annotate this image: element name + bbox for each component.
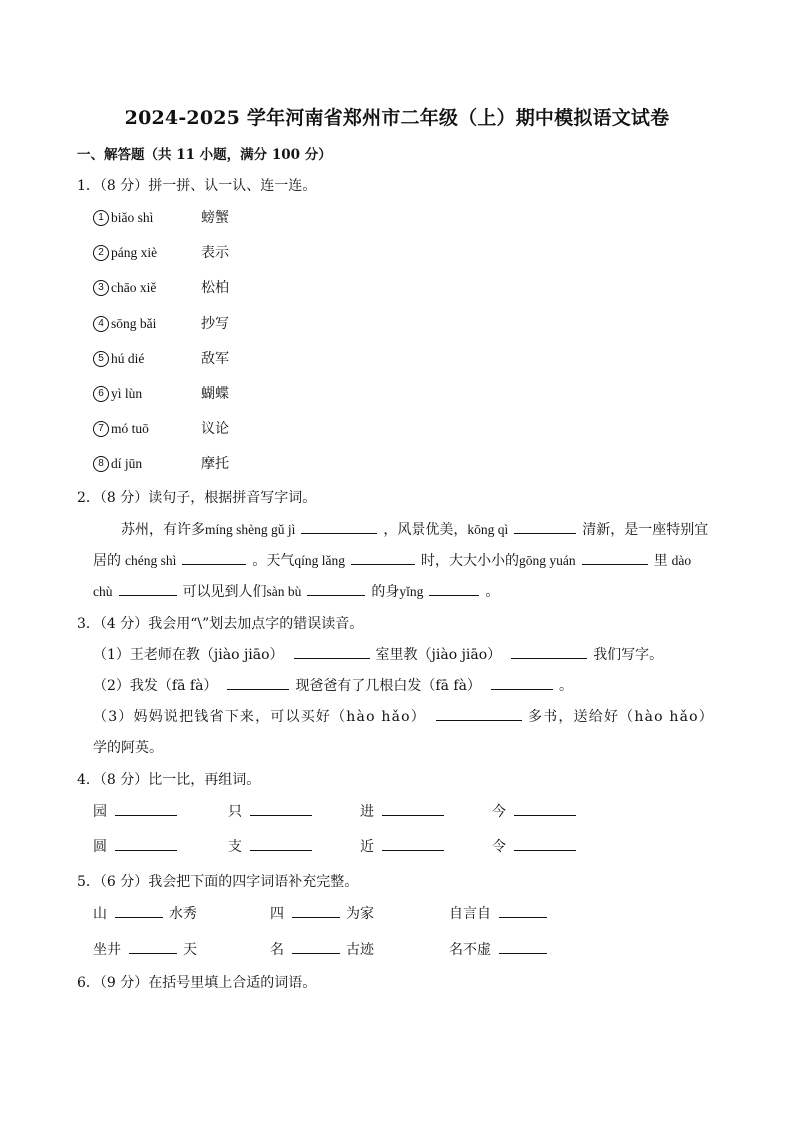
text: 现爸爸有了几根白发（fā fà） [295, 678, 481, 694]
answer-blank[interactable] [301, 519, 377, 534]
match-item [93, 313, 229, 333]
pinyin: chù [93, 584, 113, 599]
idiom-start: 名 [270, 942, 284, 958]
answer-blank[interactable] [307, 581, 365, 596]
question-1-heading: 1．（8 分）拼一拼、认一认、连一连。 [77, 178, 317, 194]
character: 今 [492, 804, 506, 820]
text: 室里教（jiào jiāo） [375, 647, 502, 663]
text: （3）妈妈说把钱省下来，可以买好（hào hǎo） [93, 709, 426, 725]
word: 松柏 [201, 280, 229, 297]
answer-blank[interactable] [119, 581, 177, 596]
answer-blank[interactable] [382, 836, 444, 851]
item-number: 8 [93, 456, 109, 472]
answer-blank[interactable] [514, 519, 576, 534]
pinyin: gōng yuán [519, 553, 576, 568]
question-3-sentence-2 [93, 675, 573, 695]
answer-blank[interactable] [514, 801, 576, 816]
answer-blank[interactable] [294, 644, 370, 659]
answer-blank[interactable] [491, 675, 553, 690]
text: 可以见到人们 [182, 584, 267, 600]
pinyin: biǎo shì [111, 210, 154, 225]
section-heading: 一、解答题（共 11 小题，满分 100 分） [77, 147, 332, 163]
match-item [93, 242, 229, 262]
pinyin: dào [671, 553, 692, 568]
text: 我们写字。 [593, 647, 664, 663]
compare-cell [93, 836, 183, 856]
pinyin: hú dié [111, 350, 145, 366]
idiom-start: 四 [270, 906, 284, 922]
item-number: 7 [93, 421, 109, 437]
character: 只 [228, 804, 242, 820]
word: 抄写 [201, 315, 229, 332]
idiom-start: 坐井 [93, 942, 121, 958]
item-number: 5 [93, 351, 109, 367]
word: 表示 [201, 245, 229, 262]
question-2-line-2 [93, 550, 691, 570]
answer-blank[interactable] [182, 550, 246, 565]
item-number: 3 [93, 280, 109, 296]
character: 园 [93, 804, 107, 820]
word: 摩托 [201, 456, 229, 473]
compare-cell [93, 801, 183, 821]
answer-blank[interactable] [382, 801, 444, 816]
pinyin: yì lùn [111, 386, 143, 401]
pinyin: sàn bù [266, 584, 302, 599]
pinyin: yǐng [399, 584, 424, 599]
answer-blank[interactable] [115, 836, 177, 851]
answer-blank[interactable] [292, 939, 340, 954]
idiom-end: 古迹 [346, 942, 374, 958]
text: （1）王老师在教（jiào jiāo） [93, 647, 284, 663]
text: ，风景优美， [383, 522, 468, 538]
text: 时，大大小小的 [421, 553, 519, 569]
idiom-cell [270, 939, 374, 959]
idiom-cell [449, 903, 553, 923]
text: 清新，是一座特别宜 [582, 522, 709, 538]
idiom-end: 天 [183, 942, 197, 958]
word: 敌军 [201, 350, 229, 367]
pinyin: mó tuō [111, 421, 149, 437]
question-2-heading: 2．（8 分）读句子，根据拼音写字词。 [77, 490, 317, 506]
compare-cell [492, 801, 582, 821]
text: 多书，送给好（hào hǎo） [527, 709, 714, 725]
answer-blank[interactable] [250, 801, 312, 816]
idiom-start: 山 [93, 906, 107, 922]
answer-blank[interactable] [115, 801, 177, 816]
answer-blank[interactable] [351, 550, 415, 565]
idiom-end: 水秀 [169, 906, 197, 922]
item-number: 4 [93, 316, 109, 332]
compare-cell [492, 836, 582, 856]
character: 进 [360, 804, 374, 820]
idiom-cell [449, 939, 553, 959]
idiom-end: 为家 [346, 906, 374, 922]
answer-blank[interactable] [514, 836, 576, 851]
text: 。 [558, 678, 573, 694]
answer-blank[interactable] [499, 939, 547, 954]
character: 近 [360, 839, 374, 855]
match-item [93, 418, 229, 438]
compare-cell [360, 801, 450, 821]
pinyin: dí jūn [111, 456, 143, 472]
text: 苏州，有许多 [121, 522, 205, 538]
pinyin: kōng qì [467, 522, 509, 537]
pinyin: sōng bǎi [111, 315, 157, 331]
text: 。天气 [252, 553, 295, 569]
answer-blank[interactable] [292, 903, 340, 918]
text: 的身 [371, 584, 400, 600]
idiom-start: 自言自 [449, 906, 491, 922]
question-6-heading: 6．（9 分）在括号里填上合适的词语。 [77, 975, 317, 991]
pinyin: chéng shì [125, 553, 177, 568]
word: 螃蟹 [201, 210, 229, 226]
word: 议论 [201, 421, 229, 438]
question-3-sentence-1 [93, 644, 663, 664]
answer-blank[interactable] [250, 836, 312, 851]
text: 。 [485, 584, 500, 600]
word: 蝴蝶 [201, 386, 229, 402]
answer-blank[interactable] [429, 581, 479, 596]
text: 居的 [93, 553, 121, 569]
question-3-heading: 3．（4 分）我会用“\”划去加点字的错误读音。 [77, 616, 364, 632]
question-2-line-1 [121, 519, 708, 539]
idiom-cell [93, 939, 197, 959]
question-2-line-3 [93, 581, 499, 601]
idiom-cell [270, 903, 374, 923]
page-title: 2024-2025 学年河南省郑州市二年级（上）期中模拟语文试卷 [124, 107, 670, 129]
item-number: 1 [93, 210, 109, 226]
compare-cell [228, 801, 318, 821]
idiom-start: 名不虚 [449, 942, 491, 958]
pinyin: qíng lǎng [294, 553, 345, 568]
character: 令 [492, 839, 506, 855]
question-4-heading: 4．（8 分）比一比，再组词。 [77, 772, 261, 788]
answer-blank[interactable] [115, 903, 163, 918]
answer-blank[interactable] [436, 706, 522, 721]
answer-blank[interactable] [129, 939, 177, 954]
match-item [93, 383, 229, 403]
item-number: 2 [93, 245, 109, 261]
pinyin: chāo xiě [111, 280, 157, 296]
match-item [93, 207, 229, 227]
idiom-cell [93, 903, 197, 923]
answer-blank[interactable] [499, 903, 547, 918]
answer-blank[interactable] [582, 550, 648, 565]
match-item [93, 348, 229, 368]
question-3-sentence-3 [93, 706, 714, 726]
answer-blank[interactable] [227, 675, 289, 690]
compare-cell [228, 836, 318, 856]
text: （2）我发（fā fà） [93, 678, 218, 694]
character: 支 [228, 839, 242, 855]
compare-cell [360, 836, 450, 856]
match-item [93, 277, 229, 297]
text: 里 [653, 553, 668, 569]
item-number: 6 [93, 386, 109, 402]
answer-blank[interactable] [511, 644, 587, 659]
match-item [93, 453, 229, 473]
question-3-sentence-3-cont: 学的阿英。 [93, 740, 163, 756]
pinyin: páng xiè [111, 245, 158, 261]
pinyin: míng shèng gǔ jì [205, 522, 296, 537]
question-5-heading: 5．（6 分）我会把下面的四字词语补充完整。 [77, 874, 359, 890]
character: 圆 [93, 839, 107, 855]
